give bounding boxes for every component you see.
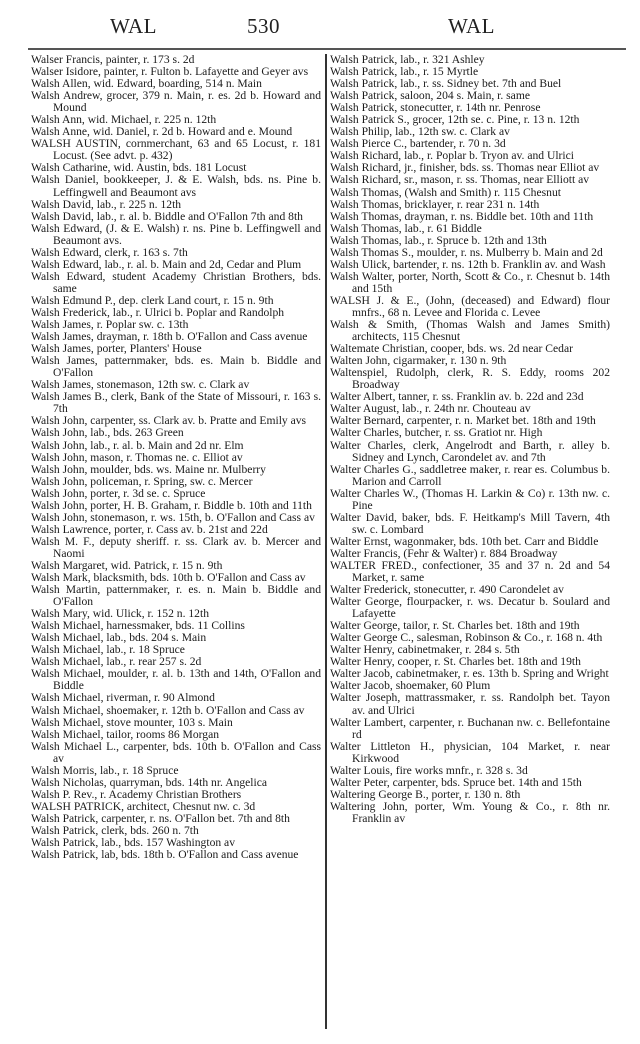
directory-entry: Walsh Michael, shoemaker, r. 12th b. O'Fallon and Cass av xyxy=(31,703,305,717)
directory-entry: Walsh Michael, lab., r. rear 257 s. 2d xyxy=(31,655,202,669)
directory-entry: Walsh John, stonemason, r. ws. 15th, b. O'Fallon and Cass av xyxy=(31,510,315,524)
directory-entry: Walsh Allen, wid. Edward, boarding, 514 n. Main xyxy=(31,77,262,91)
directory-entry: Walter Louis, fire works mnfr., r. 328 s. 3d xyxy=(330,763,528,777)
directory-entry: WALTER FRED., confectioner, 35 and 37 n. 2d and 54 Market, r. same xyxy=(330,558,610,585)
directory-entry: Waltering George B., porter, r. 130 n. 8th xyxy=(330,787,521,801)
directory-entry: Walsh Patrick, lab., r. 321 Ashley xyxy=(330,53,485,66)
directory-entry: Walsh Michael, riverman, r. 90 Almond xyxy=(31,691,215,705)
directory-entry: Walter David, baker, bds. F. Heitkamp's Mill Tavern, 4th sw. c. Lombard xyxy=(330,510,610,536)
directory-entry: Walser Francis, painter, r. 173 s. 2d xyxy=(31,53,195,66)
directory-entry: Walsh Mark, blacksmith, bds. 10th b. O'Fallon and Cass av xyxy=(31,571,306,585)
directory-entry: Walsh Patrick, clerk, bds. 260 n. 7th xyxy=(31,824,199,837)
directory-entry: Walsh James, porter, Planters' House xyxy=(31,342,202,356)
directory-entry: Walsh James B., clerk, Bank of the State of Missouri, r. 163 s. 7th xyxy=(31,390,321,416)
directory-entry: Walsh Andrew, grocer, 379 n. Main, r. es. 2d b. Howard and Mound xyxy=(31,89,321,115)
directory-entry: Walsh David, lab., r. 225 n. 12th xyxy=(31,197,182,211)
directory-entry: Walter Charles W., (Thomas H. Larkin & Co) r. 13th nw. c. Pine xyxy=(330,486,610,512)
directory-entry: Walsh Patrick, lab., bds. 157 Washington av xyxy=(31,836,236,850)
directory-entry: Walsh Edward, (J. & E. Walsh) r. ns. Pine b. Leffingwell and Beaumont avs. xyxy=(31,221,321,247)
directory-entry: Walsh Anne, wid. Daniel, r. 2d b. Howard and e. Mound xyxy=(31,125,293,139)
directory-entry: Walsh John, lab., bds. 263 Green xyxy=(31,426,184,440)
directory-entry: Waltenspiel, Rudolph, clerk, R. S. Eddy, rooms 202 Broadway xyxy=(330,366,610,392)
directory-entry: Walsh Walter, porter, North, Scott & Co., r. Chesnut b. 14th and 15th xyxy=(330,269,610,295)
directory-entry: WALSH AUSTIN, cornmerchant, 63 and 65 Locust, r. 181 Locust. (See advt. p. 432) xyxy=(31,137,321,163)
directory-entry: Walsh Pierce C., bartender, r. 70 n. 3d xyxy=(330,137,506,151)
directory-entry: Walter Albert, tanner, r. ss. Franklin av. b. 22d and 23d xyxy=(330,390,584,404)
right-column xyxy=(330,54,610,825)
directory-entry: Walsh Richard, sr., mason, r. ss. Thomas, near Elliott av xyxy=(330,173,590,187)
directory-entry: Walsh John, carpenter, ss. Clark av. b. Pratte and Emily avs xyxy=(31,414,307,428)
directory-entry: Walsh James, patternmaker, bds. es. Main b. Biddle and O'Fallon xyxy=(31,354,321,380)
directory-entry: Walsh John, porter, r. 3d se. c. Spruce xyxy=(31,486,206,500)
directory-entry: Walter Lambert, carpenter, r. Buchanan nw. c. Bellefontaine rd xyxy=(330,715,610,741)
directory-entry: Walsh Nicholas, quarryman, bds. 14th nr. Angelica xyxy=(31,775,268,789)
directory-entry: Walsh John, policeman, r. Spring, sw. c. Mercer xyxy=(31,474,253,488)
directory-entry: Walsh David, lab., r. al. b. Biddle and O'Fallon 7th and 8th xyxy=(31,209,303,223)
directory-entry: Walter Littleton H., physician, 104 Market, r. near Kirkwood xyxy=(330,739,610,765)
running-head-left: WAL xyxy=(110,14,157,38)
directory-entry: Walsh Patrick, saloon, 204 s. Main, r. same xyxy=(330,89,530,103)
directory-entry: Walsh Martin, patternmaker, r. es. n. Main b. Biddle and O'Fallon xyxy=(31,583,321,609)
directory-entry: Walter George C., salesman, Robinson & Co., r. 168 n. 4th xyxy=(330,631,603,645)
directory-entry: Walsh Michael L., carpenter, bds. 10th b. O'Fallon and Cass av xyxy=(31,739,321,765)
directory-entry: Waltering John, porter, Wm. Young & Co., r. 8th nr. Franklin av xyxy=(330,799,610,825)
directory-entry: Walsh Edward, student Academy Christian Brothers, bds. same xyxy=(31,269,321,295)
directory-entry: Walsh M. F., deputy sheriff. r. ss. Clark av. b. Mercer and Naomi xyxy=(31,534,321,560)
directory-entry: Walsh Catharine, wid. Austin, bds. 181 Locust xyxy=(31,161,247,175)
directory-entry: Walter George, flourpacker, r. ws. Decatur b. Soulard and Lafayette xyxy=(330,595,610,621)
directory-entry: Walsh Thomas, lab., r. 61 Biddle xyxy=(330,221,482,235)
directory-entry: Walter Francis, (Fehr & Walter) r. 884 Broadway xyxy=(330,546,558,560)
directory-entry: Walter August, lab., r. 24th nr. Chouteau av xyxy=(330,402,531,416)
directory-entry: Walsh John, moulder, bds. ws. Maine nr. Mulberry xyxy=(31,462,266,476)
directory-entry: Walsh Thomas, (Walsh and Smith) r. 115 Chesnut xyxy=(330,185,561,199)
directory-entry: Walter Jacob, shoemaker, 60 Plum xyxy=(330,679,491,693)
directory-entry: Walter Henry, cabinetmaker, r. 284 s. 5th xyxy=(330,643,520,657)
directory-entry: Walsh John, mason, r. Thomas ne. c. Elliot av xyxy=(31,450,243,464)
directory-entry: Walsh & Smith, (Thomas Walsh and James Smith) architects, 115 Chesnut xyxy=(330,318,610,344)
directory-entry: Walsh John, lab., r. al. b. Main and 2d nr. Elm xyxy=(31,438,244,452)
directory-entry: Walser Isidore, painter, r. Fulton b. Lafayette and Geyer avs xyxy=(31,65,309,79)
page-number: 530 xyxy=(247,14,280,38)
directory-entry: Walsh Michael, lab., r. 18 Spruce xyxy=(31,643,185,657)
directory-entry: Walsh Michael, tailor, rooms 86 Morgan xyxy=(31,727,220,741)
directory-entry: Walter Charles G., saddletree maker, r. rear es. Columbus b. Marion and Carroll xyxy=(330,462,610,488)
directory-entry: Walter Henry, cooper, r. St. Charles bet. 18th and 19th xyxy=(330,655,581,669)
directory-entry: Waltemate Christian, cooper, bds. ws. 2d near Cedar xyxy=(330,342,573,356)
directory-entry: Walsh Patrick, lab, bds. 18th b. O'Fallon and Cass avenue xyxy=(31,848,299,862)
directory-entry: Walsh James, drayman, r. 18th b. O'Fallon and Cass avenue xyxy=(31,330,308,344)
directory-entry: Walsh Edward, lab., r. al. b. Main and 2d, Cedar and Plum xyxy=(31,257,302,271)
directory-entry: Walsh Morris, lab., r. 18 Spruce xyxy=(31,763,179,777)
directory-entry: Walsh Edmund P., dep. clerk Land court, r. 15 n. 9th xyxy=(31,293,274,307)
directory-entry: Walsh Philip, lab., 12th sw. c. Clark av xyxy=(330,125,510,139)
directory-entry: Walsh Patrick S., grocer, 12th se. c. Pine, r. 13 n. 12th xyxy=(330,113,580,127)
directory-entry: Walsh Ulick, bartender, r. ns. 12th b. Franklin av. and Wash xyxy=(330,257,606,271)
column-divider xyxy=(325,54,327,1029)
directory-entry: Walsh Frederick, lab., r. Ulrici b. Poplar and Randolph xyxy=(31,305,285,319)
directory-entry: Walsh Patrick, lab., r. 15 Myrtle xyxy=(330,65,479,79)
directory-entry: Walter Jacob, cabinetmaker, r. es. 13th b. Spring and Wright xyxy=(330,667,609,681)
directory-entry: Walsh Thomas, drayman, r. ns. Biddle bet. 10th and 11th xyxy=(330,209,594,223)
directory-entry: Walsh Ann, wid. Michael, r. 225 n. 12th xyxy=(31,113,217,127)
directory-entry: Walten John, cigarmaker, r. 130 n. 9th xyxy=(330,354,507,368)
left-column xyxy=(31,54,321,861)
directory-entry: Walsh Thomas, bricklayer, r. rear 231 n. 14th xyxy=(330,197,540,211)
directory-entry: Walsh Richard, lab., r. Poplar b. Tryon av. and Ulrici xyxy=(330,149,575,163)
directory-entry: Walter Frederick, stonecutter, r. 490 Carondelet av xyxy=(330,583,564,597)
directory-entry: Walsh Edward, clerk, r. 163 s. 7th xyxy=(31,245,188,259)
directory-entry: Walsh Thomas, lab., r. Spruce b. 12th and 13th xyxy=(330,233,547,247)
directory-entry: Walsh Margaret, wid. Patrick, r. 15 n. 9th xyxy=(31,558,223,572)
directory-entry: Walsh Thomas S., moulder, r. ns. Mulberry b. Main and 2d xyxy=(330,245,603,259)
directory-entry: Walsh Michael, moulder, r. al. b. 13th and 14th, O'Fallon and Biddle xyxy=(31,667,321,693)
directory-entry: Walsh Michael, harnessmaker, bds. 11 Collins xyxy=(31,619,245,633)
directory-entry: Walter George, tailor, r. St. Charles bet. 18th and 19th xyxy=(330,619,580,633)
directory-entry: Walter Charles, clerk, Angelrodt and Barth, r. alley b. Sidney and Lynch, Carondelet av. and 7th xyxy=(330,438,610,464)
directory-entry: Walter Ernst, wagonmaker, bds. 10th bet. Carr and Biddle xyxy=(330,534,599,548)
directory-entry: Walter Charles, butcher, r. ss. Gratiot nr. High xyxy=(330,426,543,440)
directory-entry: Walter Peter, carpenter, bds. Spruce bet. 14th and 15th xyxy=(330,775,582,789)
directory-entry: Walsh Michael, lab., bds. 204 s. Main xyxy=(31,631,207,645)
directory-entry: Walsh Patrick, stonecutter, r. 14th nr. Penrose xyxy=(330,101,541,115)
directory-entry: Walter Joseph, mattrassmaker, r. ss. Randolph bet. Tayon av. and Ulrici xyxy=(330,691,610,717)
directory-entry: Walsh Lawrence, porter, r. Cass av. b. 21st and 22d xyxy=(31,522,268,536)
running-head-right: WAL xyxy=(448,14,495,38)
directory-entry: Walsh Michael, stove mounter, 103 s. Main xyxy=(31,715,233,729)
page-header xyxy=(0,14,640,46)
directory-entry: WALSH PATRICK, architect, Chesnut nw. c. 3d xyxy=(31,799,256,813)
directory-entry: Walsh Richard, jr., finisher, bds. ss. Thomas near Elliot av xyxy=(330,161,600,175)
directory-entry: Walter Bernard, carpenter, r. n. Market bet. 18th and 19th xyxy=(330,414,596,428)
directory-entry: Walsh P. Rev., r. Academy Christian Brothers xyxy=(31,787,242,801)
directory-entry: Walsh James, stonemason, 12th sw. c. Clark av xyxy=(31,378,250,392)
directory-entry: Walsh John, porter, H. B. Graham, r. Biddle b. 10th and 11th xyxy=(31,498,312,512)
directory-entry: Walsh Mary, wid. Ulick, r. 152 n. 12th xyxy=(31,607,209,621)
directory-entry: Walsh Patrick, carpenter, r. ns. O'Fallon bet. 7th and 8th xyxy=(31,811,290,825)
header-rule xyxy=(28,48,626,50)
directory-entry: Walsh James, r. Poplar sw. c. 13th xyxy=(31,318,189,332)
directory-entry: Walsh Daniel, bookkeeper, J. & E. Walsh, bds. ns. Pine b. Leffingwell and Beaumont avs xyxy=(31,173,321,199)
directory-entry: WALSH J. & E., (John, (deceased) and Edward) flour mnfrs., 68 n. Levee and Florida c. Levee xyxy=(330,293,610,319)
directory-entry: Walsh Patrick, lab., r. ss. Sidney bet. 7th and Buel xyxy=(330,77,562,91)
